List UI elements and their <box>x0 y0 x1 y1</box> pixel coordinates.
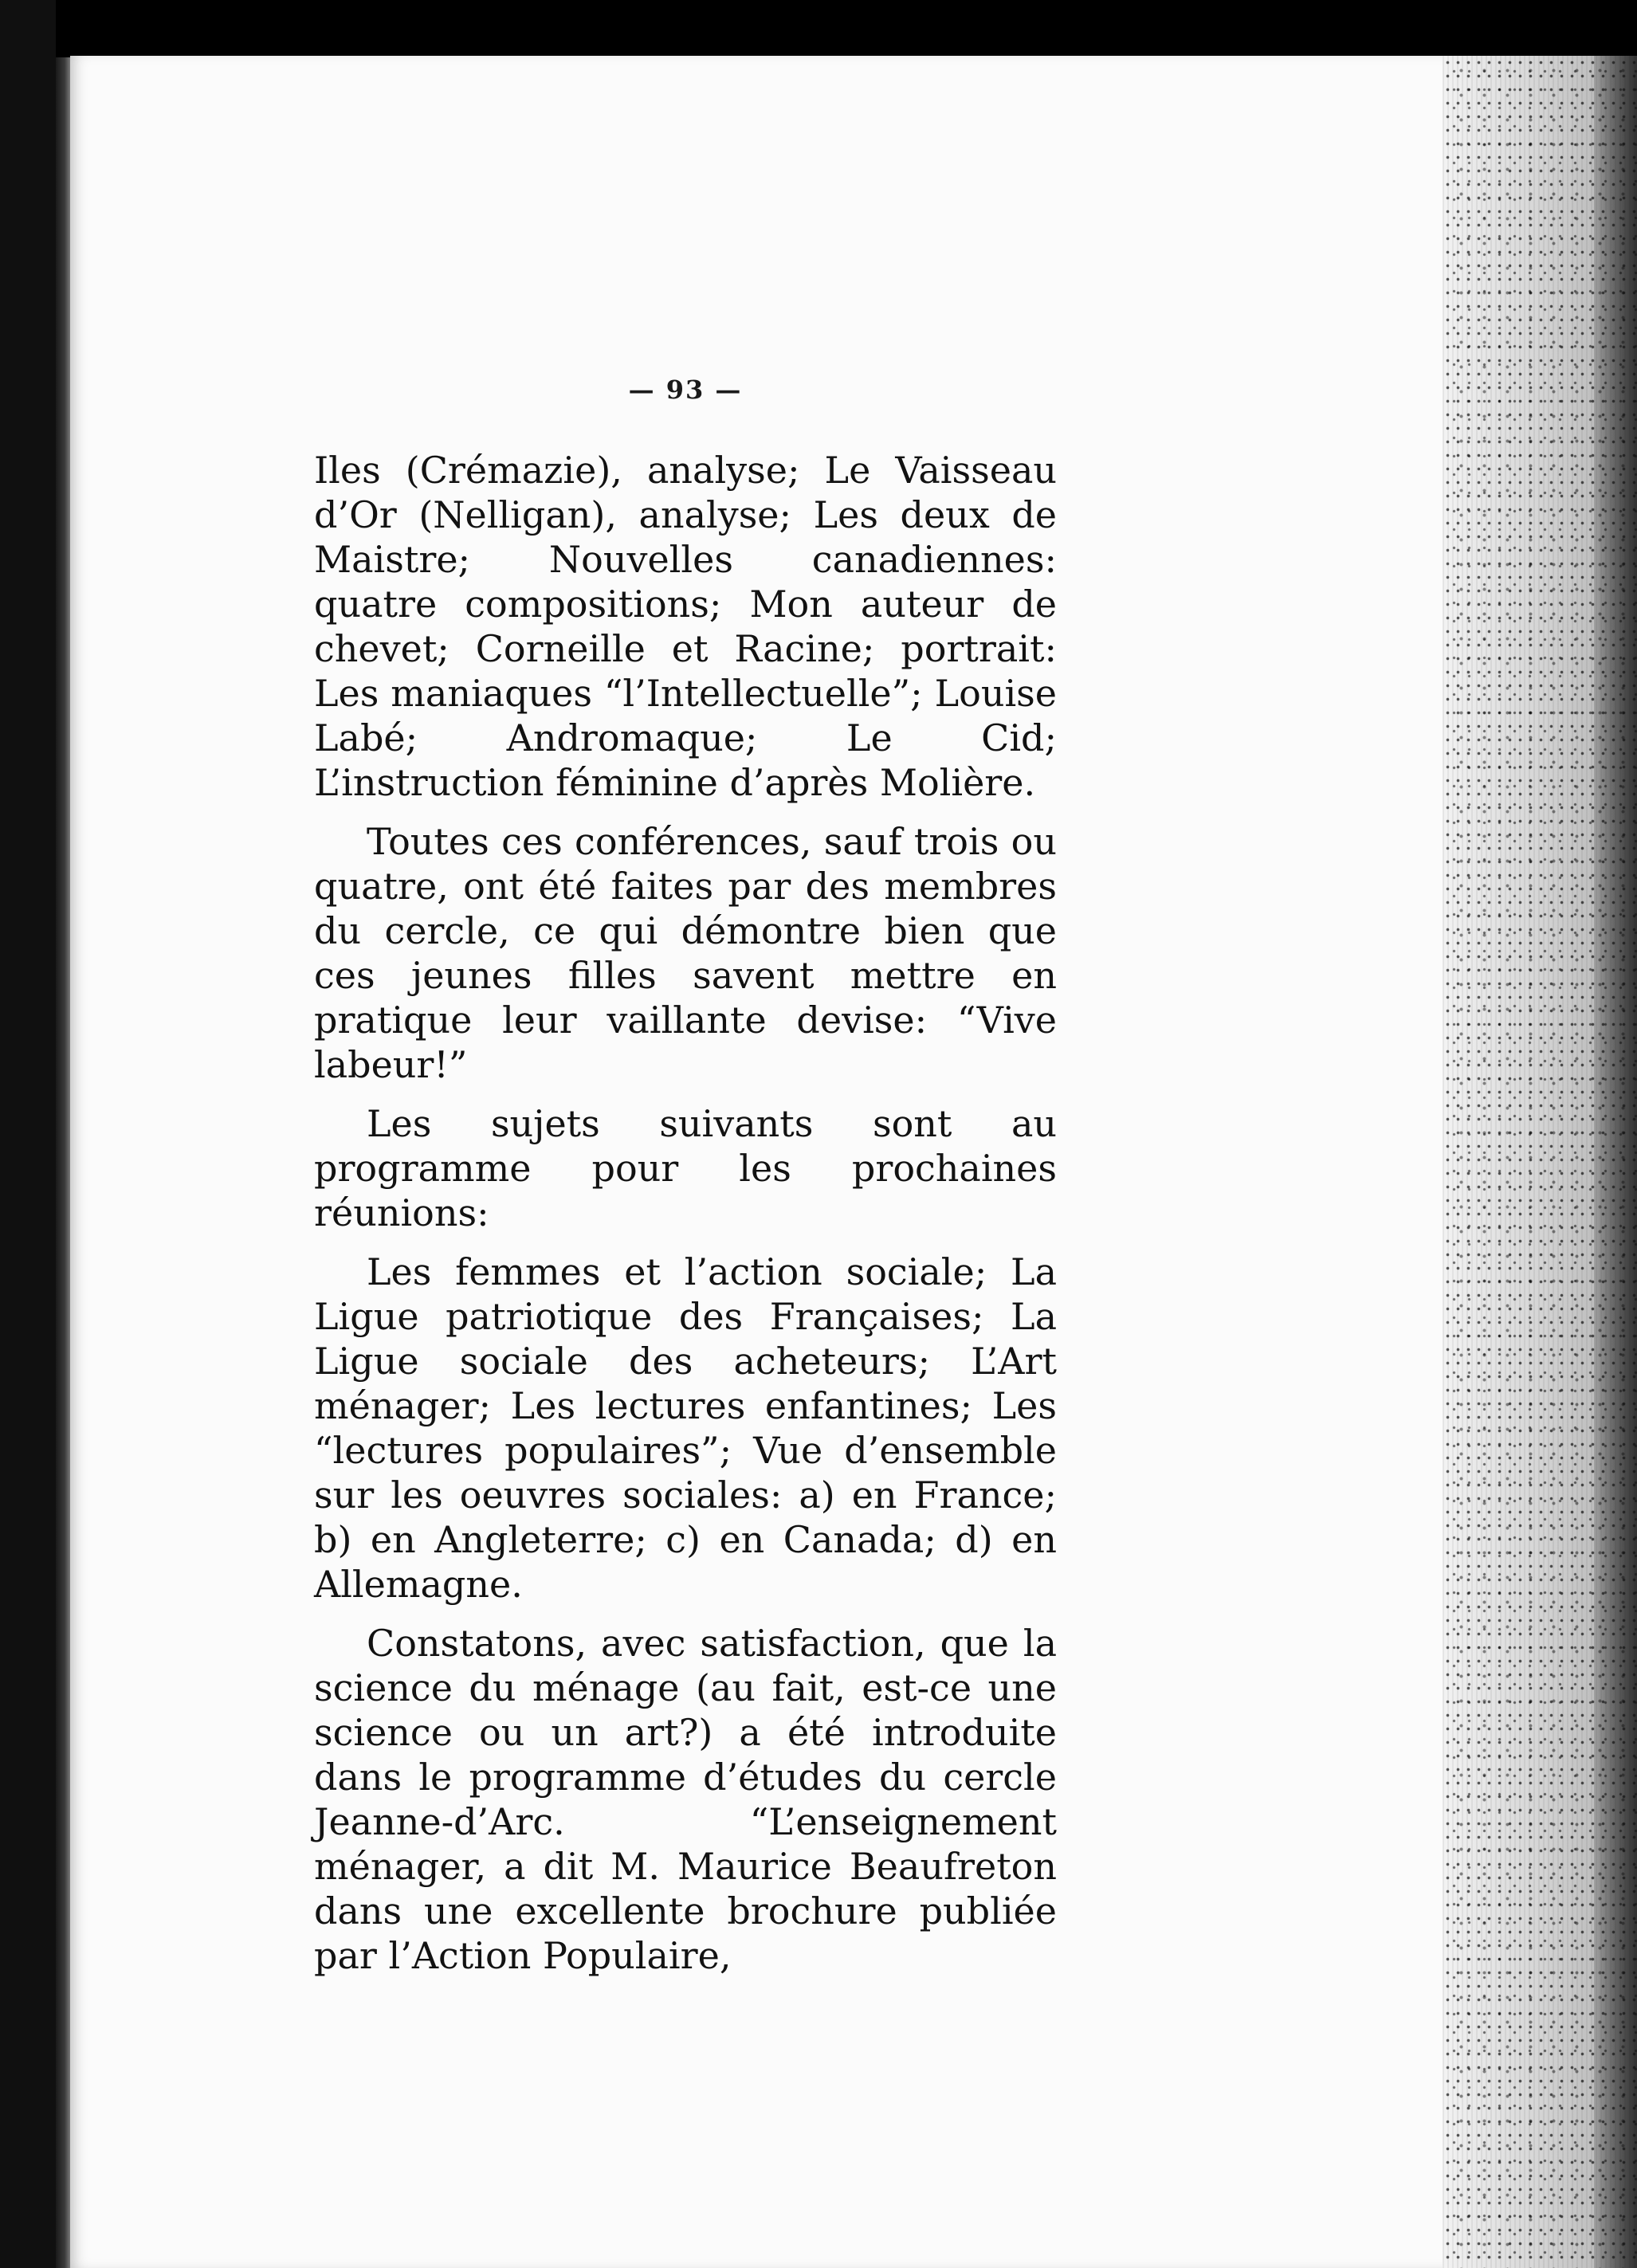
paragraph-1: Iles (Crémazie), analyse; Le Vaisseau d’Or (Nelligan), analyse; Les deux de Maistre; Nouvelles canadiennes: quatre compositions; Mon auteur de chevet; Corneille et Racine; portrait: Les maniaques “l’Intellectuelle”; Louise Labé; Andromaque; Le Cid; L’instruction féminine d’après Molière. <box>314 449 1057 804</box>
paragraph-2: Toutes ces conférences, sauf trois ou quatre, ont été faites par des membres du cercle, ce qui démontre bien que ces jeunes filles savent mettre en pratique leur vaillante devise: “Vive labeur!” <box>314 820 1057 1086</box>
paragraph-4: Les femmes et l’action sociale; La Ligue patriotique des Françaises; La Ligue sociale des acheteurs; L’Art ménager; Les lectures enfantines; Les “lectures populaires”; Vue d’ensemble sur les oeuvres sociales: a) en France; b) en Angleterre; c) en Canada; d) en Allemagne. <box>314 1250 1057 1606</box>
book-spine-shadow <box>56 57 72 2268</box>
paragraph-5: Constatons, avec satisfaction, que la science du ménage (au fait, est-ce une science ou un art?) a été introduite dans le programme d’études du cercle Jeanne-d’Arc. “L’enseignement ménager, a dit M. Maurice Beaufreton dans une excellente brochure publiée par l’Action Populaire, <box>314 1622 1057 1977</box>
page-edge-shadow <box>1594 56 1637 2268</box>
body-text <box>314 448 1057 1992</box>
paragraph-3: Les sujets suivants sont au programme pour les prochaines réunions: <box>314 1102 1057 1234</box>
page-number: — 93 — <box>628 375 743 405</box>
scan-left-border <box>0 0 56 2268</box>
scan-top-border <box>0 0 1637 62</box>
